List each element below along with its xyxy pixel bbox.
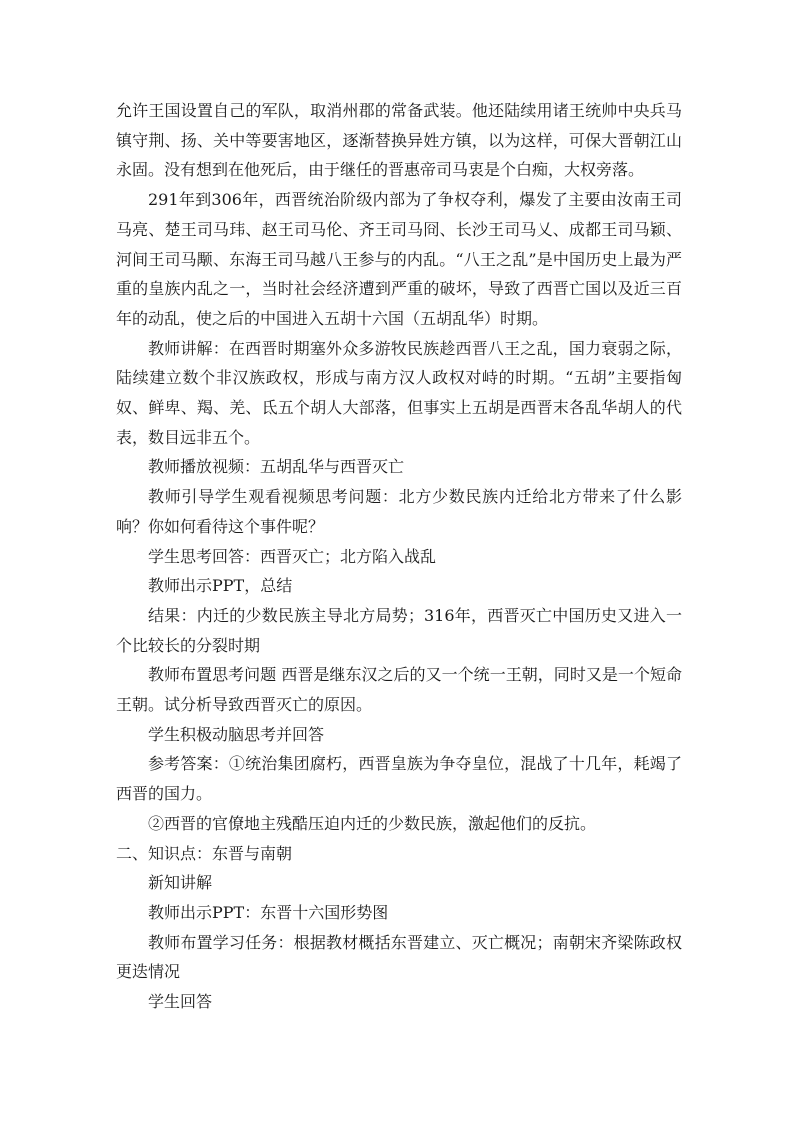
paragraph-9: 教师布置思考问题 西晋是继东汉之后的又一个统一王朝，同时又是一个短命王朝。试分析导致西晋灭亡的原因。 xyxy=(116,665,682,715)
paragraph-15: 教师出示PPT：东晋十六国形势图 xyxy=(148,902,389,922)
paragraph-4: 教师播放视频：五胡乱华与西晋灭亡 xyxy=(148,457,405,477)
paragraph-11: 参考答案：①统治集团腐朽，西晋皇族为争夺皇位，混战了十几年，耗竭了西晋的国力。 xyxy=(116,754,682,804)
paragraph-10: 学生积极动脑思考并回答 xyxy=(148,724,325,744)
paragraph-6: 学生思考回答：西晋灭亡；北方陷入战乱 xyxy=(148,546,437,566)
paragraph-2: 291年到306年，西晋统治阶级内部为了争权夺利，爆发了主要由汝南王司马亮、楚王司马玮、赵王司马伦、齐王司马冏、长沙王司马乂、成都王司马颖、河间王司马颙、东海王司马越八王参与的内乱。“八王之乱”是中国历史上最为严重的皇族内乱之一，当时社会经济遭到严重的破坏，导致了西晋亡国以及近三百年的动乱，使之后的中国进入五胡十六国（五胡乱华）时期。 xyxy=(116,190,682,328)
paragraph-7: 教师出示PPT，总结 xyxy=(148,576,293,596)
paragraph-1: 允许王国设置自己的军队，取消州郡的常备武装。他还陆续用诸王统帅中央兵马镇守荆、扬、关中等要害地区，逐渐替换异姓方镇，以为这样，可保大晋朝江山永固。没有想到在他死后，由于继任的晋惠帝司马衷是个白痴，大权旁落。 xyxy=(116,101,682,180)
paragraph-16: 教师布置学习任务：根据教材概括东晋建立、灭亡概况；南朝宋齐梁陈政权更迭情况 xyxy=(116,932,682,982)
paragraph-8: 结果：内迁的少数民族主导北方局势；316年，西晋灭亡中国历史又进入一个比较长的分裂时期 xyxy=(116,605,682,655)
paragraph-17: 学生回答 xyxy=(148,992,213,1012)
paragraph-3: 教师讲解：在西晋时期塞外众多游牧民族趁西晋八王之乱，国力衰弱之际，陆续建立数个非汉族政权，形成与南方汉人政权对峙的时期。“五胡”主要指匈奴、鲜卑、羯、羌、氐五个胡人大部落，但事实上五胡是西晋末各乱华胡人的代表，数目远非五个。 xyxy=(116,338,682,447)
paragraph-5: 教师引导学生观看视频思考问题：北方少数民族内迁给北方带来了什么影响？你如何看待这个事件呢？ xyxy=(116,487,682,536)
section-heading: 二、知识点：东晋与南朝 xyxy=(116,843,293,863)
paragraph-12: ②西晋的官僚地主残酷压迫内迁的少数民族，激起他们的反抗。 xyxy=(148,813,597,833)
paragraph-14: 新知讲解 xyxy=(148,873,213,893)
document-page xyxy=(116,96,682,1017)
